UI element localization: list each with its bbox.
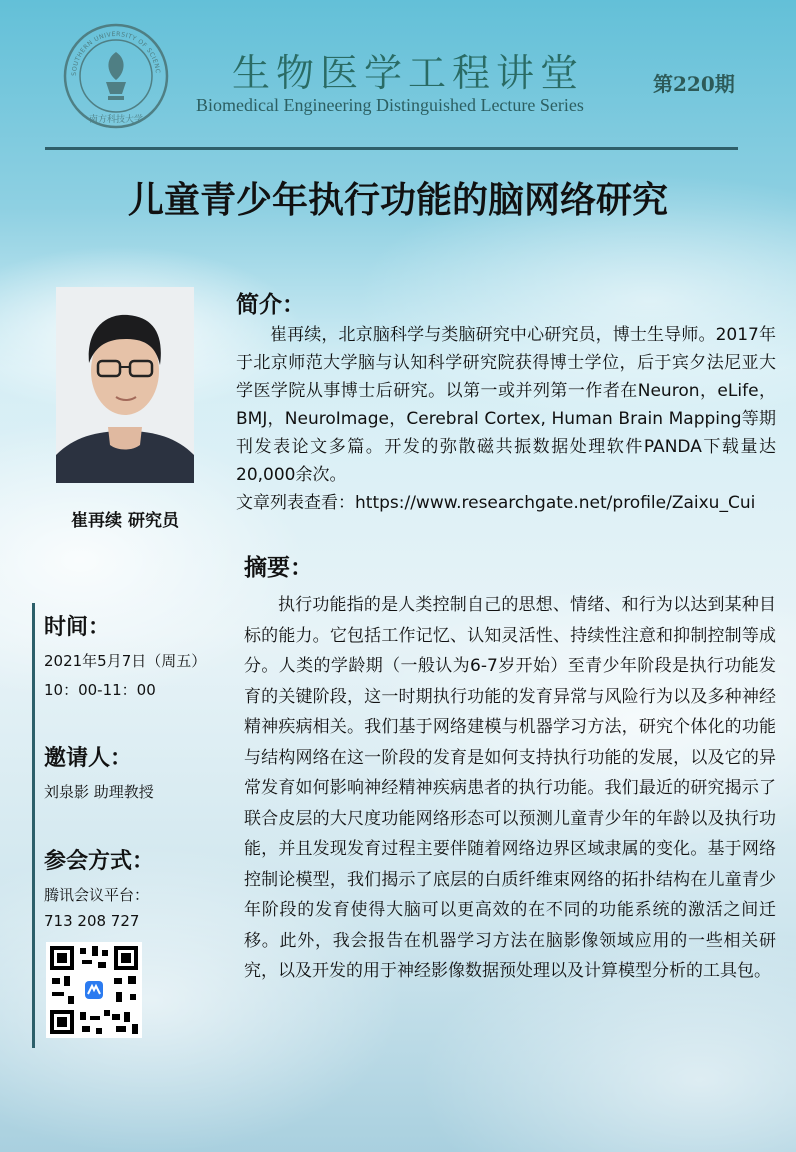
lecture-date: 2021年5月7日（周五） bbox=[44, 652, 207, 670]
meeting-platform: 腾讯会议平台： bbox=[44, 886, 150, 904]
abstract-heading: 摘要： bbox=[244, 555, 313, 581]
lecture-title: 儿童青少年执行功能的脑网络研究 bbox=[127, 180, 668, 221]
intro-body: 崔再续，北京脑科学与类脑研究中心研究员，博士生导师。2017年于北京师范大学脑与认知科学研究院获得博士学位，后于宾夕法尼亚大学医学院从事博士后研究。以第一或并列第一作者在Neuron，eLife，BMJ，NeuroImage，Cerebral Cortex, Human Brain Mapping等期刊发表论文多篇。开发的弥散磁共振数据处理软件PANDA下载量达20,000余次。 bbox=[236, 325, 776, 485]
abstract-body: 执行功能指的是人类控制自己的思想、情绪、和行为以达到某种目标的能力。它包括工作记忆、认知灵活性、持续性注意和抑制控制等成分。人类的学龄期（一般认为6-7岁开始）至青少年阶段是执行功能发育的关键阶段，这一时期执行功能的发育异常与风险行为以及多种神经精神疾病相关。我们基于网络建模与机器学习方法，研究个体化的功能与结构网络在这一阶段的发育是如何支持执行功能的发展，以及它的异常发育如何影响神经精神疾病患者的执行功能。我们最近的研究揭示了联合皮层的大尺度功能网络形态可以预测儿童青少年的年龄以及执行功能，并且发现发育过程主要伴随着网络边界区域隶属的变化。基于网络控制论模型，我们揭示了底层的白质纤维束网络的拓扑结构在儿童青少年阶段的发育使得大脑可以更高效的在不同的功能系统的激活之间迁移。此外，我会报告在机器学习方法在脑影像领域应用的一些相关研究，以及开发的用于神经影像数据预处理以及计算模型分析的工具包。 bbox=[244, 595, 776, 981]
speaker-photo bbox=[56, 287, 194, 483]
svg-text:SOUTHERN UNIVERSITY OF SCIENCE: SOUTHERN UNIVERSITY OF SCIENC bbox=[70, 30, 161, 77]
sidebar-accent-line bbox=[32, 603, 35, 1048]
join-heading: 参会方式： bbox=[44, 849, 155, 874]
qr-code-icon[interactable] bbox=[46, 942, 142, 1038]
abstract-section bbox=[244, 590, 776, 987]
publications-link-line: 文章列表查看：https://www.researchgate.net/profile/Zaixu_Cui bbox=[236, 493, 756, 513]
university-logo-icon bbox=[62, 22, 170, 130]
speaker-caption: 崔再续 研究员 bbox=[71, 511, 179, 531]
series-title-cn: 生物医学工程讲堂 bbox=[232, 51, 585, 95]
svg-text:南方科技大学: 南方科技大学 bbox=[88, 115, 144, 125]
host-heading: 邀请人： bbox=[44, 746, 133, 771]
time-heading: 时间： bbox=[44, 615, 111, 640]
intro-section bbox=[236, 321, 776, 517]
host-name: 刘泉影 助理教授 bbox=[44, 783, 154, 801]
intro-heading: 简介： bbox=[236, 292, 305, 318]
meeting-id: 713 208 727 bbox=[44, 912, 140, 930]
header-divider bbox=[45, 147, 738, 150]
issue-number: 第220期 bbox=[653, 72, 735, 96]
series-title-en: Biomedical Engineering Distinguished Lecture Series bbox=[196, 95, 584, 115]
lecture-time: 10：00-11：00 bbox=[44, 681, 156, 699]
